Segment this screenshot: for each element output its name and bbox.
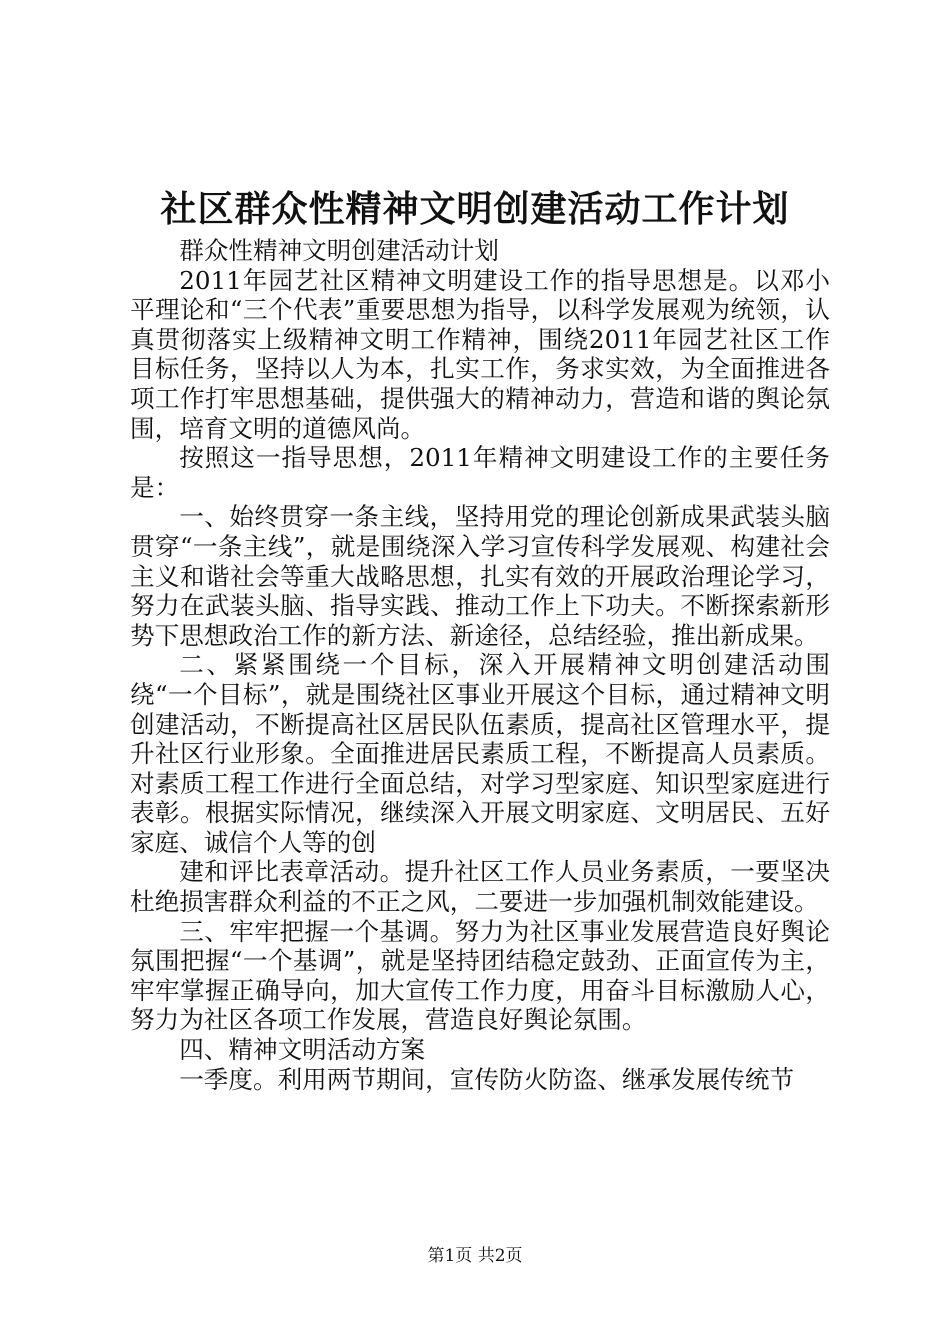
- body-paragraph: 一、始终贯穿一条主线，坚持用党的理论创新成果武装头脑贯穿“一条主线”，就是围绕深入学习宣传科学发展观、构建社会主义和谐社会等重大战略思想，扎实有效的开展政治理论学习，努力在武装头脑、指导实践、推动工作上下功夫。不断探索新形势下思想政治工作的新方法、新途径，总结经验，推出新成果。: [130, 502, 830, 650]
- subtitle-paragraph: 群众性精神文明创建活动计划: [179, 236, 499, 265]
- body-paragraph: 2011年园艺社区精神文明建设工作的指导思想是。以邓小平理论和“三个代表”重要思想为指导，以科学发展观为统领，认真贯彻落实上级精神文明工作精神，围绕2011年园艺社区工作目标任务，坚持以人为本，扎实工作，务求实效，为全面推进各项工作打牢思想基础，提供强大的精神动力，营造和谐的舆论氛围，培育文明的道德风尚。: [130, 265, 830, 443]
- body-paragraph: 一季度。利用两节期间，宣传防火防盗、继承发展传统节: [179, 1064, 795, 1094]
- body-paragraph: 三、牢牢把握一个基调。努力为社区事业发展营造良好舆论氛围把握“一个基调”，就是坚持团结稳定鼓劲、正面宣传为主，牢牢掌握正确导向，加大宣传工作力度，用奋斗目标激励人心，努力为社区各项工作发展，营造良好舆论氛围。: [130, 916, 830, 1035]
- body-paragraph: 二、紧紧围绕一个目标，深入开展精神文明创建活动围绕“一个目标”，就是围绕社区事业开展这个目标，通过精神文明创建活动，不断提高社区居民队伍素质，提高社区管理水平，提升社区行业形象。全面推进居民素质工程，不断提高人员素质。对素质工程工作进行全面总结，对学习型家庭、知识型家庭进行表彰。根据实际情况，继续深入开展文明家庭、文明居民、五好家庭、诚信个人等的创: [130, 650, 830, 857]
- document-title: 社区群众性精神文明创建活动工作计划: [160, 188, 790, 230]
- body-paragraph: 按照这一指导思想，2011年精神文明建设工作的主要任务是：: [130, 443, 830, 502]
- document-body: [130, 236, 830, 1094]
- body-paragraph: 四、精神文明活动方案: [179, 1035, 426, 1065]
- body-paragraph: 建和评比表章活动。提升社区工作人员业务素质，一要坚决杜绝损害群众利益的不正之风，二要进一步加强机制效能建设。: [130, 857, 830, 917]
- page-number-footer: 第1页 共2页: [427, 1246, 523, 1266]
